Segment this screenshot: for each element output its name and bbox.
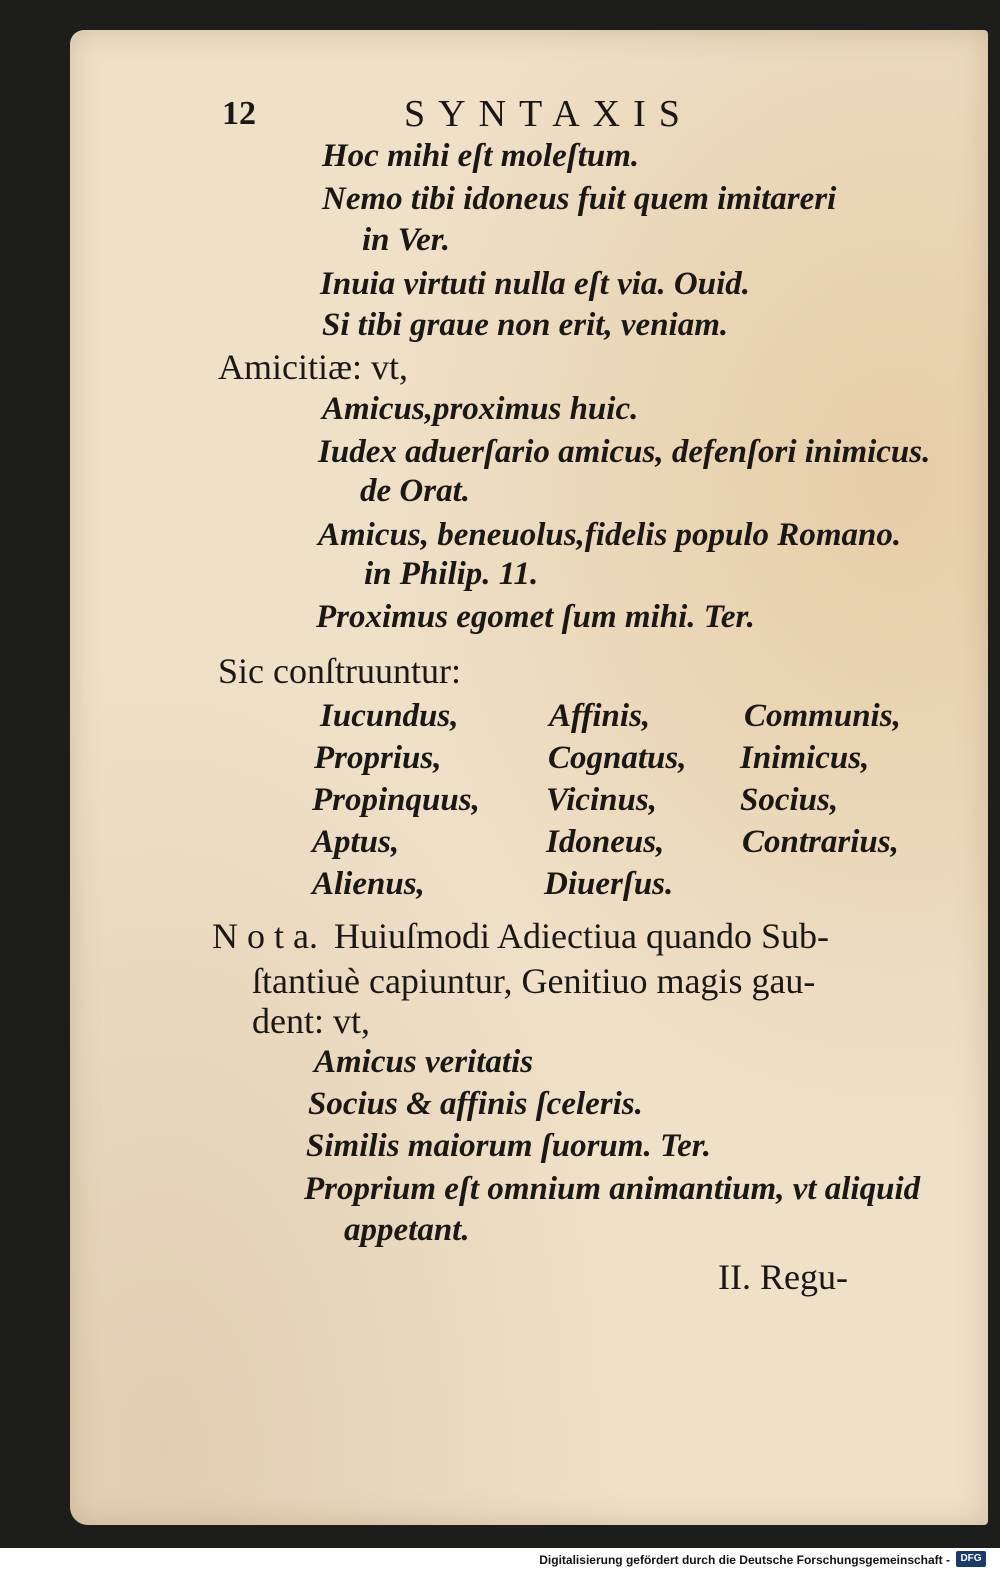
dfg-logo-icon: DFG (956, 1551, 986, 1567)
book-page (70, 30, 988, 1525)
word-list-item: Idoneus, (546, 824, 665, 860)
running-head: SYNTAXIS (404, 93, 693, 135)
text-line: in Ver. (362, 222, 451, 258)
text-line: de Orat. (360, 473, 470, 509)
nota-label: N o t a. (212, 916, 318, 956)
text-line: Proximus egomet ſum mihi. Ter. (316, 599, 755, 635)
text-line: Proprium eſt omnium animantium, vt aliquid (304, 1171, 921, 1207)
text-line: appetant. (344, 1212, 470, 1248)
word-list-item: Alienus, (312, 866, 425, 902)
word-list-item: Aptus, (312, 824, 400, 860)
nota-line: dent: vt, (252, 1001, 370, 1041)
word-list-item: Communis, (744, 698, 901, 734)
text-line: Amicus,proximus huic. (322, 391, 639, 427)
word-list-item: Affinis, (549, 698, 651, 734)
word-list-item: Propinquus, (312, 782, 480, 818)
word-list-item: Cognatus, (548, 740, 687, 776)
word-list-item: Diuerſus. (544, 866, 674, 902)
text-line: Amicus, beneuolus,fidelis populo Romano. (318, 517, 902, 553)
word-list-item: Socius, (740, 782, 839, 818)
funding-notice: Digitalisierung gefördert durch die Deutsche Forschungsgemeinschaft - (539, 1553, 950, 1567)
text-line: in Philip. 11. (364, 556, 539, 592)
text-line: Similis maiorum ſuorum. Ter. (306, 1128, 711, 1164)
text-line: Iudex aduerſario amicus, defenſori inimicus. (318, 434, 931, 470)
text-line: Amicus veritatis (314, 1044, 534, 1080)
text-line: Socius & affinis ſceleris. (308, 1086, 643, 1122)
nota-line: Huiuſmodi Adiectiua quando Sub- (334, 916, 829, 956)
text-line: Si tibi graue non erit, veniam. (322, 307, 729, 343)
text-line: Nemo tibi idoneus fuit quem imitareri (322, 181, 837, 217)
section-heading-sic: Sic conſtruuntur: (218, 651, 461, 691)
text-line: Inuia virtuti nulla eſt via. Ouid. (320, 266, 750, 302)
nota-line: ſtantiuè capiuntur, Genitiuo magis gau- (252, 961, 816, 1001)
word-list-item: Inimicus, (740, 740, 870, 776)
text-line: Hoc mihi eſt moleſtum. (322, 138, 640, 174)
catchword: II. Regu- (718, 1257, 848, 1297)
word-list-item: Proprius, (314, 740, 442, 776)
word-list-item: Iucundus, (320, 698, 459, 734)
word-list-item: Contrarius, (742, 824, 899, 860)
word-list-item: Vicinus, (546, 782, 657, 818)
page-number: 12 (222, 95, 256, 132)
section-heading-amicitiae: Amicitiæ: vt, (218, 347, 409, 387)
